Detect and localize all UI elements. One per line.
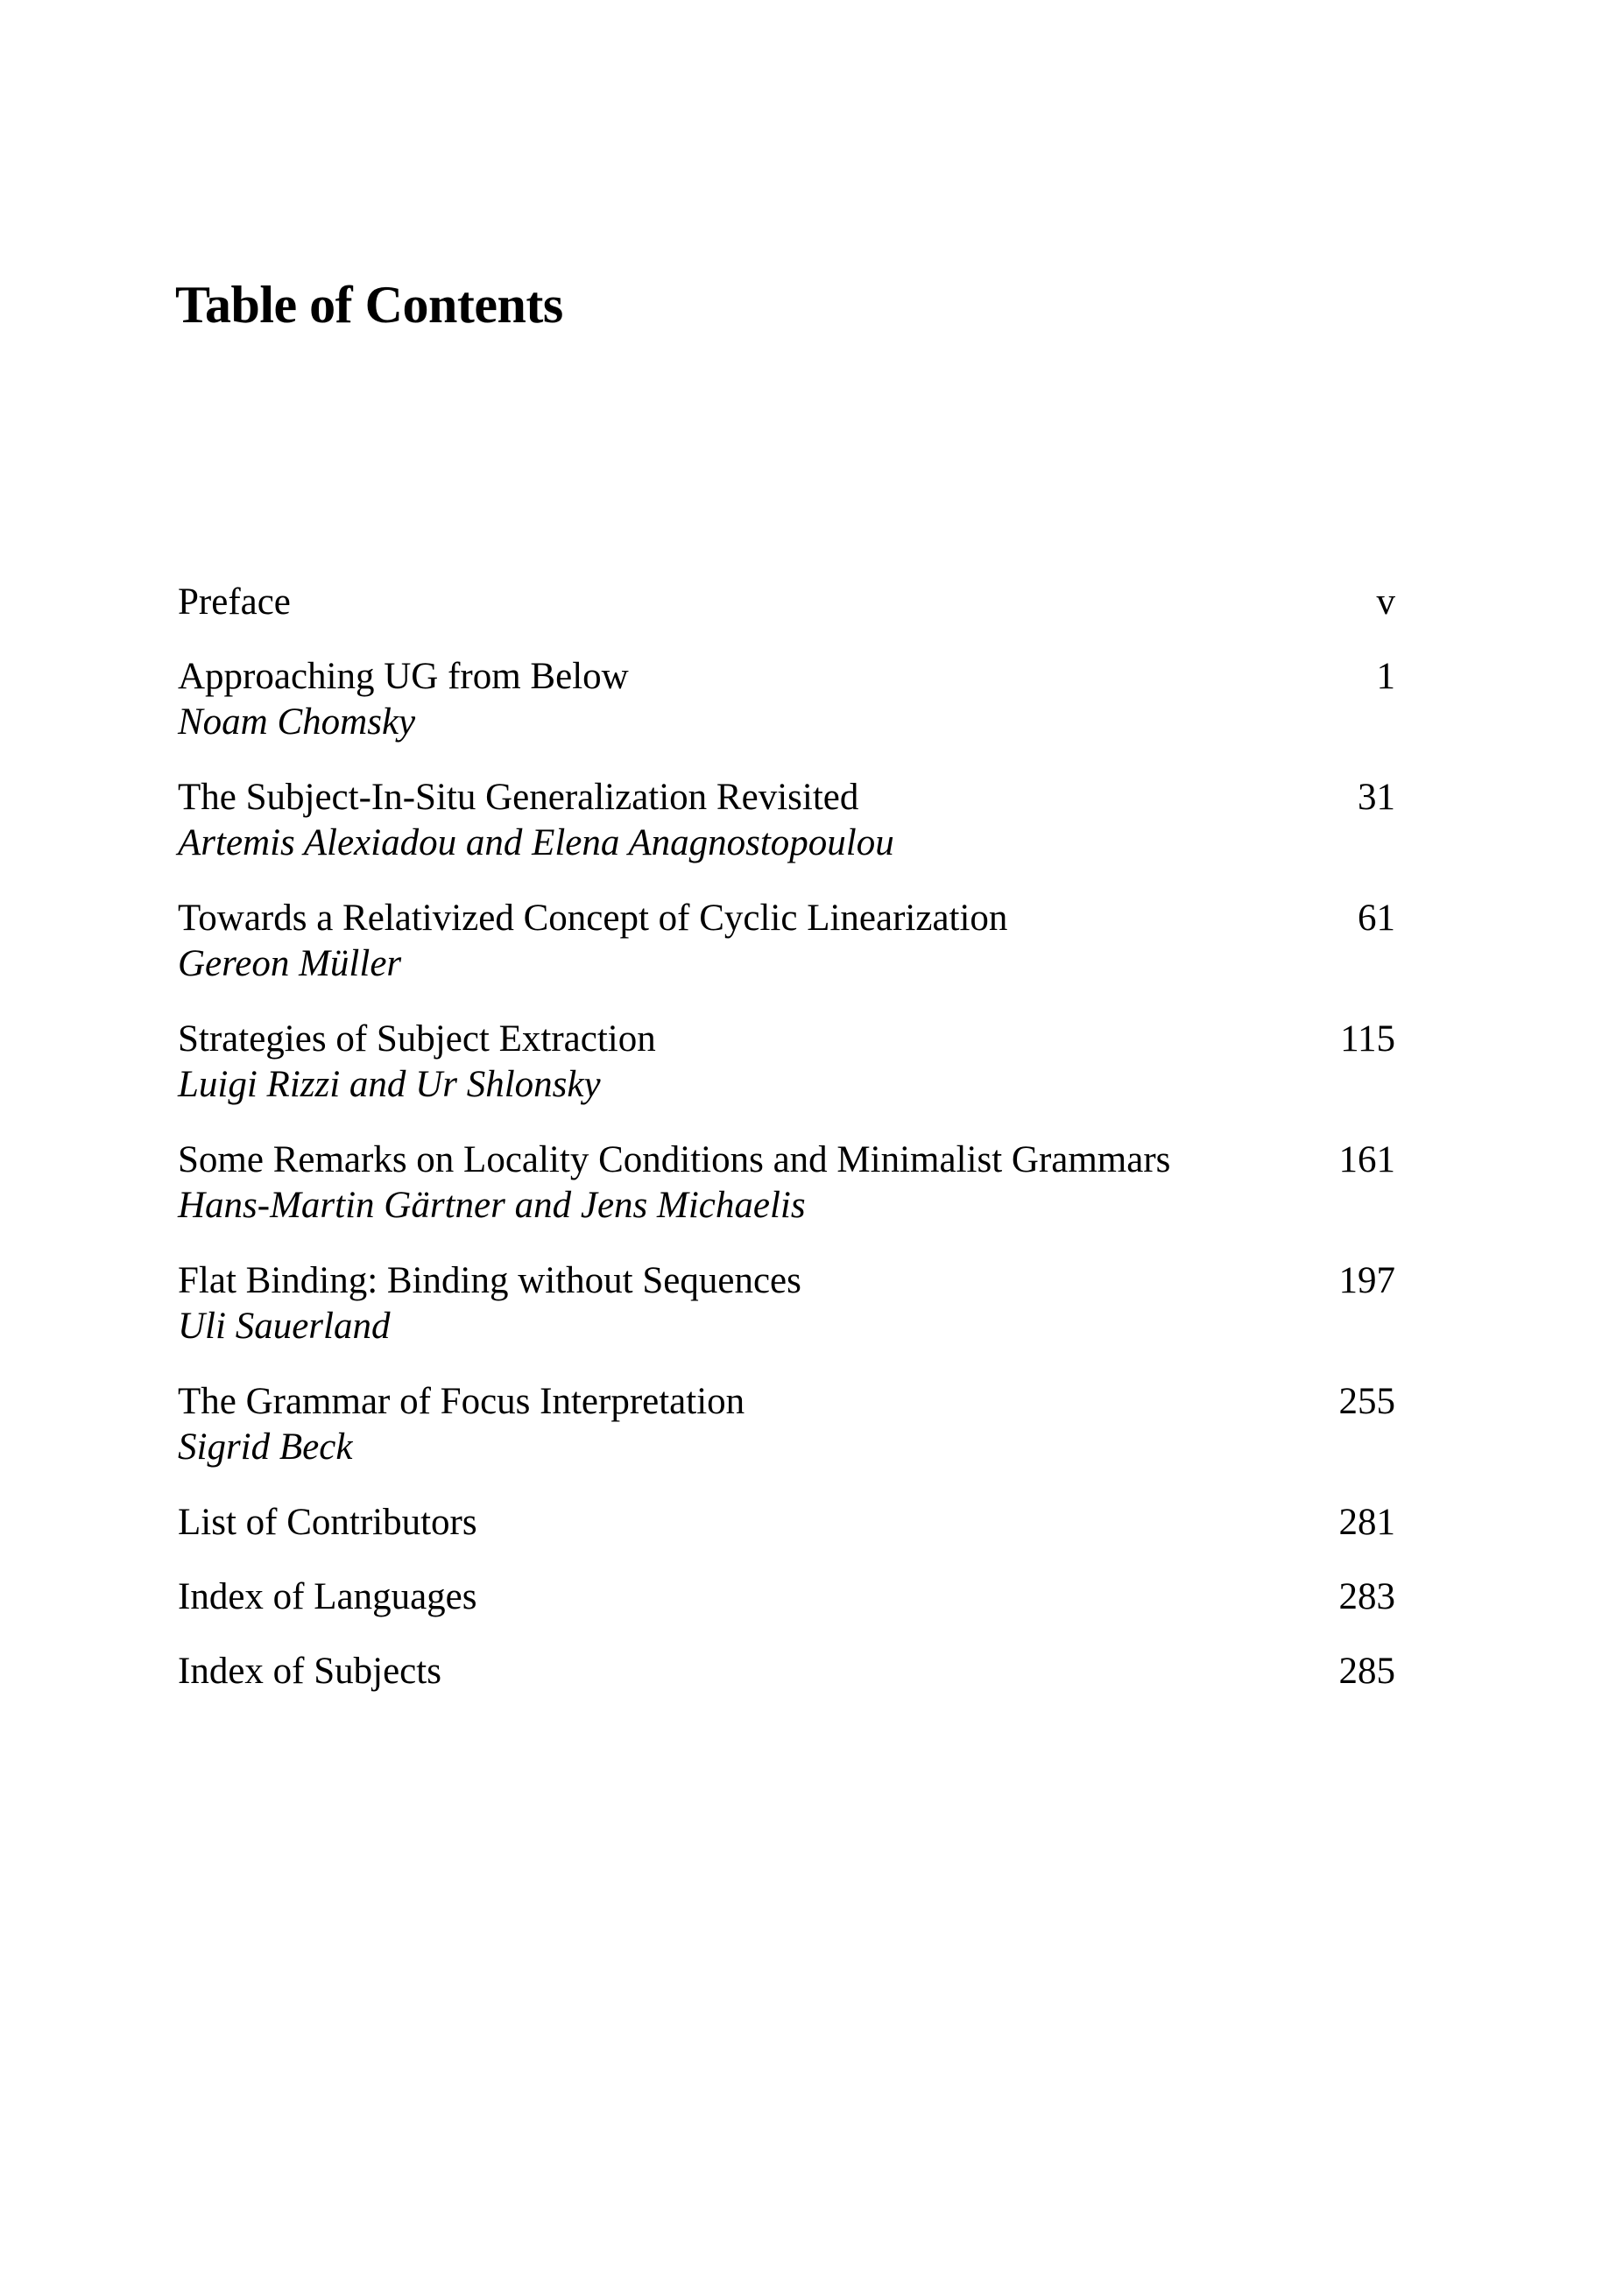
toc-entry-author: Luigi Rizzi and Ur Shlonsky (178, 1064, 601, 1105)
toc-entry-preface[interactable] (178, 580, 1395, 654)
toc-entry-page: 61 (1358, 898, 1395, 939)
toc-entry-page: 255 (1338, 1381, 1395, 1422)
toc-entry-title: The Grammar of Focus Interpretation (178, 1381, 745, 1422)
toc-entry-page: 197 (1338, 1260, 1395, 1301)
page-title: Table of Contents (175, 276, 563, 335)
toc-entry-title: Flat Binding: Binding without Sequences (178, 1260, 801, 1301)
toc-entry-page: 115 (1340, 1018, 1395, 1060)
toc-entry-title: List of Contributors (178, 1502, 477, 1543)
toc-entry-approaching-ug[interactable] (178, 654, 1395, 775)
toc-entry-page: 161 (1338, 1139, 1395, 1180)
toc-entry-author: Artemis Alexiadou and Elena Anagnostopoulou (178, 822, 894, 863)
toc-entry-index-of-subjects[interactable] (178, 1649, 1395, 1723)
toc-entry-focus-interpretation[interactable] (178, 1379, 1395, 1500)
toc-entry-title: Some Remarks on Locality Conditions and Minimalist Grammars (178, 1139, 1171, 1180)
toc-entry-title: Strategies of Subject Extraction (178, 1018, 656, 1060)
toc-entry-flat-binding[interactable] (178, 1258, 1395, 1379)
toc-entry-page: v (1376, 581, 1395, 623)
toc-entry-author: Gereon Müller (178, 943, 402, 984)
toc-entry-list-of-contributors[interactable] (178, 1500, 1395, 1574)
toc-entry-title: Towards a Relativized Concept of Cyclic Linearization (178, 898, 1008, 939)
toc-entry-title: Preface (178, 581, 291, 623)
toc-entry-cyclic-linearization[interactable] (178, 896, 1395, 1017)
toc-entry-author: Sigrid Beck (178, 1426, 353, 1468)
table-of-contents (178, 580, 1395, 1723)
toc-entry-subject-extraction[interactable] (178, 1017, 1395, 1137)
toc-entry-page: 1 (1376, 656, 1395, 697)
toc-entry-index-of-languages[interactable] (178, 1574, 1395, 1649)
toc-entry-title: Index of Languages (178, 1576, 477, 1617)
toc-entry-page: 283 (1338, 1576, 1395, 1617)
toc-entry-locality-conditions[interactable] (178, 1137, 1395, 1258)
toc-entry-author: Uli Sauerland (178, 1306, 391, 1347)
toc-entry-page: 281 (1338, 1502, 1395, 1543)
toc-entry-page: 31 (1358, 777, 1395, 818)
toc-entry-title: Index of Subjects (178, 1651, 441, 1692)
toc-entry-page: 285 (1338, 1651, 1395, 1692)
toc-entry-subject-in-situ[interactable] (178, 775, 1395, 896)
toc-entry-author: Hans-Martin Gärtner and Jens Michaelis (178, 1185, 806, 1226)
toc-entry-author: Noam Chomsky (178, 701, 416, 743)
toc-entry-title: Approaching UG from Below (178, 656, 629, 697)
toc-entry-title: The Subject-In-Situ Generalization Revisited (178, 777, 859, 818)
